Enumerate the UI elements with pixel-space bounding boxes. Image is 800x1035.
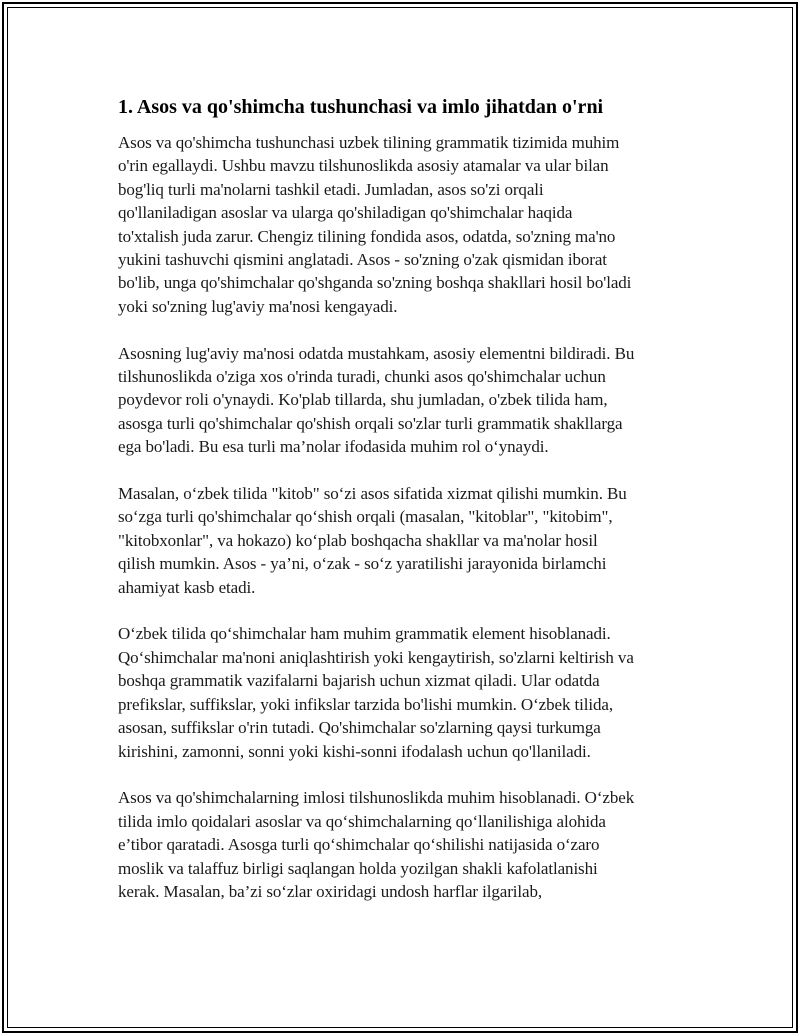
text-line: moslik va talaffuz birligi saqlangan holda yozilgan shakli kafolatlanishi — [118, 858, 598, 878]
paragraph-3 — [118, 482, 698, 599]
paragraph-1 — [118, 131, 698, 318]
section-heading: 1. Asos va qo'shimcha tushunchasi va imlo jihatdan o'rni — [118, 96, 604, 118]
text-line: o'rin egallaydi. Ushbu mavzu tilshunoslikda asosiy atamalar va ular bilan — [118, 156, 609, 176]
text-line: ega bo'ladi. Bu esa turli ma’nolar ifodasida muhim rol o‘ynaydi. — [118, 437, 549, 457]
text-line: qo'llaniladigan asoslar va ularga qo'shiladigan qo'shimchalar haqida — [118, 203, 573, 223]
text-line: yoki so'zning lug'aviy ma'nosi kengayadi. — [118, 296, 398, 316]
text-line: qilish mumkin. Asos - ya’ni, o‘zak - so‘z yaratilishi jarayonida birlamchi — [118, 554, 607, 574]
text-line: asosga turli qo'shimchalar qo'shish orqali so'zlar turli grammatik shakllarga — [118, 413, 623, 433]
text-line: asosan, suffikslar o'rin tutadi. Qo'shimchalar so'zlarning qaysi turkumga — [118, 718, 601, 738]
paragraph-2 — [118, 342, 698, 459]
text-line: tilshunoslikda o'ziga xos o'rinda turadi, chunki asos qo'shimchalar uchun — [118, 367, 606, 387]
text-line: so‘zga turli qo'shimchalar qo‘shish orqali (masalan, "kitoblar", "kitobim", — [118, 507, 613, 527]
text-line: bo'lib, unga qo'shimchalar qo'shganda so'zning boshqa shakllari hosil bo'ladi — [118, 273, 632, 293]
text-line: ahamiyat kasb etadi. — [118, 577, 256, 597]
text-line: yukini tashuvchi qismini anglatadi. Asos - so'zning o'zak qismidan iborat — [118, 250, 607, 270]
text-line: bog'liq turli ma'nolarni tashkil etadi. Jumladan, asos so'zi orqali — [118, 179, 544, 199]
text-line: "kitobxonlar", va hokazo) ko‘plab boshqacha shakllar va ma'nolar hosil — [118, 530, 598, 550]
text-line: prefikslar, suffikslar, yoki infikslar tarzida bo'lishi mumkin. O‘zbek tilida, — [118, 694, 613, 714]
paragraph-4 — [118, 622, 698, 762]
text-line: poydevor roli o'ynaydi. Ko'plab tillarda, shu jumladan, o'zbek tilida ham, — [118, 390, 608, 410]
paragraph-5 — [118, 786, 698, 903]
text-line: Qo‘shimchalar ma'noni aniqlashtirish yoki kengaytirish, so'zlarni keltirish va — [118, 647, 634, 667]
text-line: e’tibor qaratadi. Asosga turli qo‘shimchalar qo‘shilishi natijasida o‘zaro — [118, 835, 600, 855]
text-line: Asosning lug'aviy ma'nosi odatda mustahkam, asosiy elementni bildiradi. Bu — [118, 343, 635, 363]
text-line: kirishini, zamonni, sonni yoki kishi-sonni ifodalash uchun qo'llaniladi. — [118, 741, 591, 761]
text-line: tilida imlo qoidalari asoslar va qo‘shimchalarning qo‘llanilishiga alohida — [118, 811, 606, 831]
text-line: boshqa grammatik vazifalarni bajarish uchun xizmat qiladi. Ular odatda — [118, 671, 600, 691]
document-body — [118, 93, 698, 927]
text-line: to'xtalish juda zarur. Chengiz tilining fondida asos, odatda, so'zning ma'no — [118, 226, 616, 246]
text-line: O‘zbek tilida qo‘shimchalar ham muhim grammatik element hisoblanadi. — [118, 624, 611, 644]
text-line: Asos va qo'shimcha tushunchasi uzbek tilining grammatik tizimida muhim — [118, 133, 620, 152]
text-line: Masalan, o‘zbek tilida "kitob" so‘zi asos sifatida xizmat qilishi mumkin. Bu — [118, 484, 627, 504]
text-line: Asos va qo'shimchalarning imlosi tilshunoslikda muhim hisoblanadi. O‘zbek — [118, 788, 635, 808]
text-line: kerak. Masalan, ba’zi so‘zlar oxiridagi undosh harflar ilgarilab, — [118, 881, 543, 901]
